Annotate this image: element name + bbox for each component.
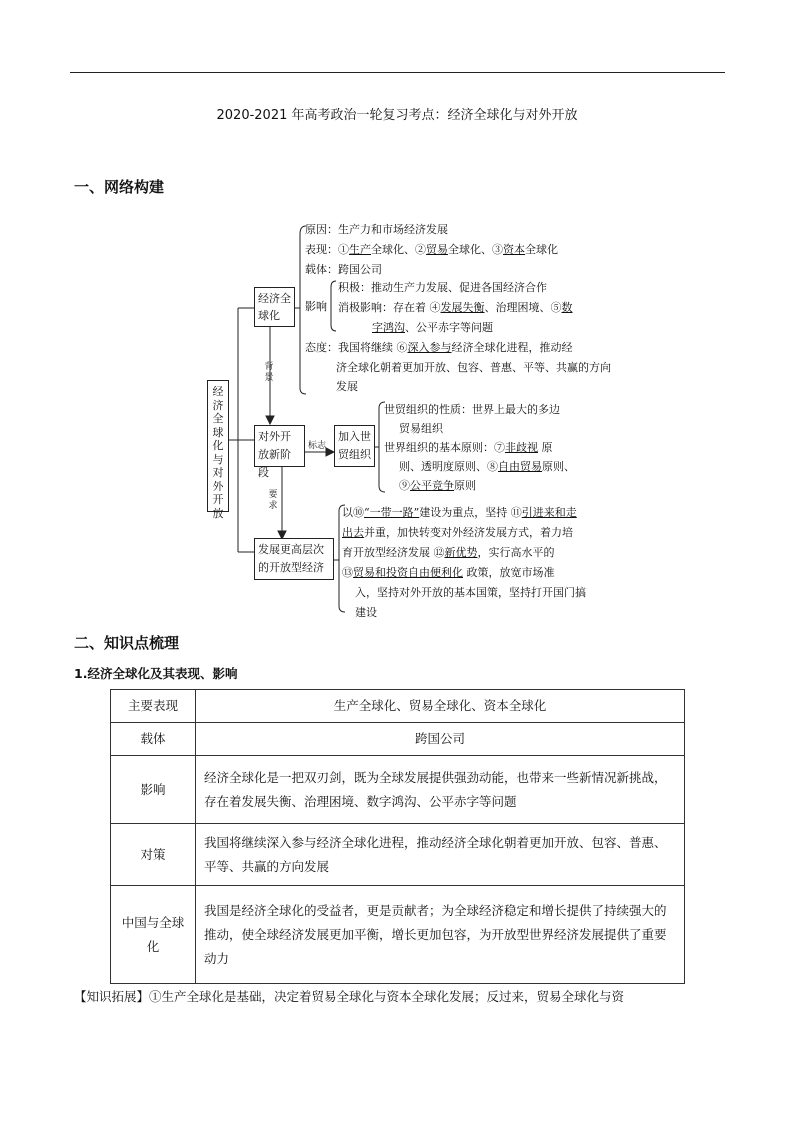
eg-performance: 表现：①生产全球化、②贸易全球化、③资本全球化 [305,243,558,256]
knowledge-table [110,689,685,984]
table-key: 载体 [111,723,196,756]
req-line-3: 育开放型经济发展 ⑫新优势，实行高水平的 [342,546,555,559]
label-background: 背景 [264,362,274,383]
eg-influence-label: 影响 [305,300,327,313]
table-value: 经济全球化是一把双刃剑，既为全球发展提供强劲动能，也带来一些新情况新挑战，存在着发展失衡、治理困境、数字鸿沟、公平赤字等问题 [196,756,685,824]
eg-negative-1: 消极影响：存在着 ④发展失衡、治理困境、⑤数 [338,301,573,314]
table-key: 对策 [111,824,196,886]
table-key: 中国与全球化 [111,886,196,984]
table-row [111,886,685,984]
table-key: 主要表现 [111,690,196,723]
table-row [111,723,685,756]
section-heading-network: 一、网络构建 [74,178,165,196]
mindmap-node-open-economy: 发展更高层次的开放型经济 [254,538,334,580]
req-line-4: ⑬贸易和投资自由便利化 政策，放宽市场准 [342,566,555,579]
eg-attitude-2: 济全球化朝着更加开放、包容、普惠、平等、共赢的方向 [336,361,611,374]
mindmap-root-label: 经济全球化与对外开放 [212,385,224,520]
eg-positive: 积极：推动生产力发展、促进各国经济合作 [338,281,547,294]
wto-principle-2: 则、透明度原则、⑧自由贸易原则、 [399,460,575,473]
mindmap-node-wto: 加入世贸组织 [334,425,375,467]
mindmap-root [207,380,229,520]
table-value: 生产全球化、贸易全球化、资本全球化 [196,690,685,723]
wto-nature-2: 贸易组织 [399,422,443,435]
label-sign: 标志 [308,441,327,451]
knowledge-extension: 【知识拓展】①生产全球化是基础，决定着贸易全球化与资本全球化发展；反过来，贸易全球化与资 [74,989,625,1004]
wto-principle-3: ⑨公平竞争原则 [399,479,476,492]
table-value: 我国是经济全球化的受益者，更是贡献者；为全球经济稳定和增长提供了持续强大的推动，使全球经济发展更加平衡，增长更加包容，为开放型世界经济发展提供了重要动力 [196,886,685,984]
wto-nature-1: 世贸组织的性质：世界上最大的多边 [384,403,560,416]
req-line-5: 入，坚持对外开放的基本国策，坚持打开国门搞 [355,586,586,599]
req-line-2: 出去并重，加快转变对外经济发展方式，着力培 [342,526,573,539]
table-row [111,824,685,886]
mindmap-node-globalization: 经济全球化 [254,287,295,327]
eg-reason: 原因：生产力和市场经济发展 [305,223,448,236]
req-line-6: 建设 [355,606,377,619]
page-title: 2020-2021 年高考政治一轮复习考点：经济全球化与对外开放 [216,108,578,123]
subheading-globalization: 1.经济全球化及其表现、影响 [74,666,238,681]
eg-carrier: 载体：跨国公司 [305,263,382,276]
table-row [111,756,685,824]
mindmap-node-new-stage: 对外开放新阶段 [254,425,305,467]
wto-principle-1: 世界组织的基本原则：⑦非歧视 原 [384,441,553,454]
table-value: 跨国公司 [196,723,685,756]
table-key: 影响 [111,756,196,824]
section-heading-knowledge: 二、知识点梳理 [74,634,180,652]
label-requirement: 要求 [268,490,278,511]
eg-negative-2: 字鸿沟、公平赤字等问题 [372,321,493,334]
eg-attitude-1: 态度：我国将继续 ⑥深入参与经济全球化进程，推动经 [305,341,573,354]
table-row [111,690,685,723]
eg-attitude-3: 发展 [336,380,358,393]
req-line-1: 以⑩“一带一路”建设为重点，坚持 ⑪引进来和走 [342,506,577,519]
table-value: 我国将继续深入参与经济全球化进程，推动经济全球化朝着更加开放、包容、普惠、平等、共赢的方向发展 [196,824,685,886]
